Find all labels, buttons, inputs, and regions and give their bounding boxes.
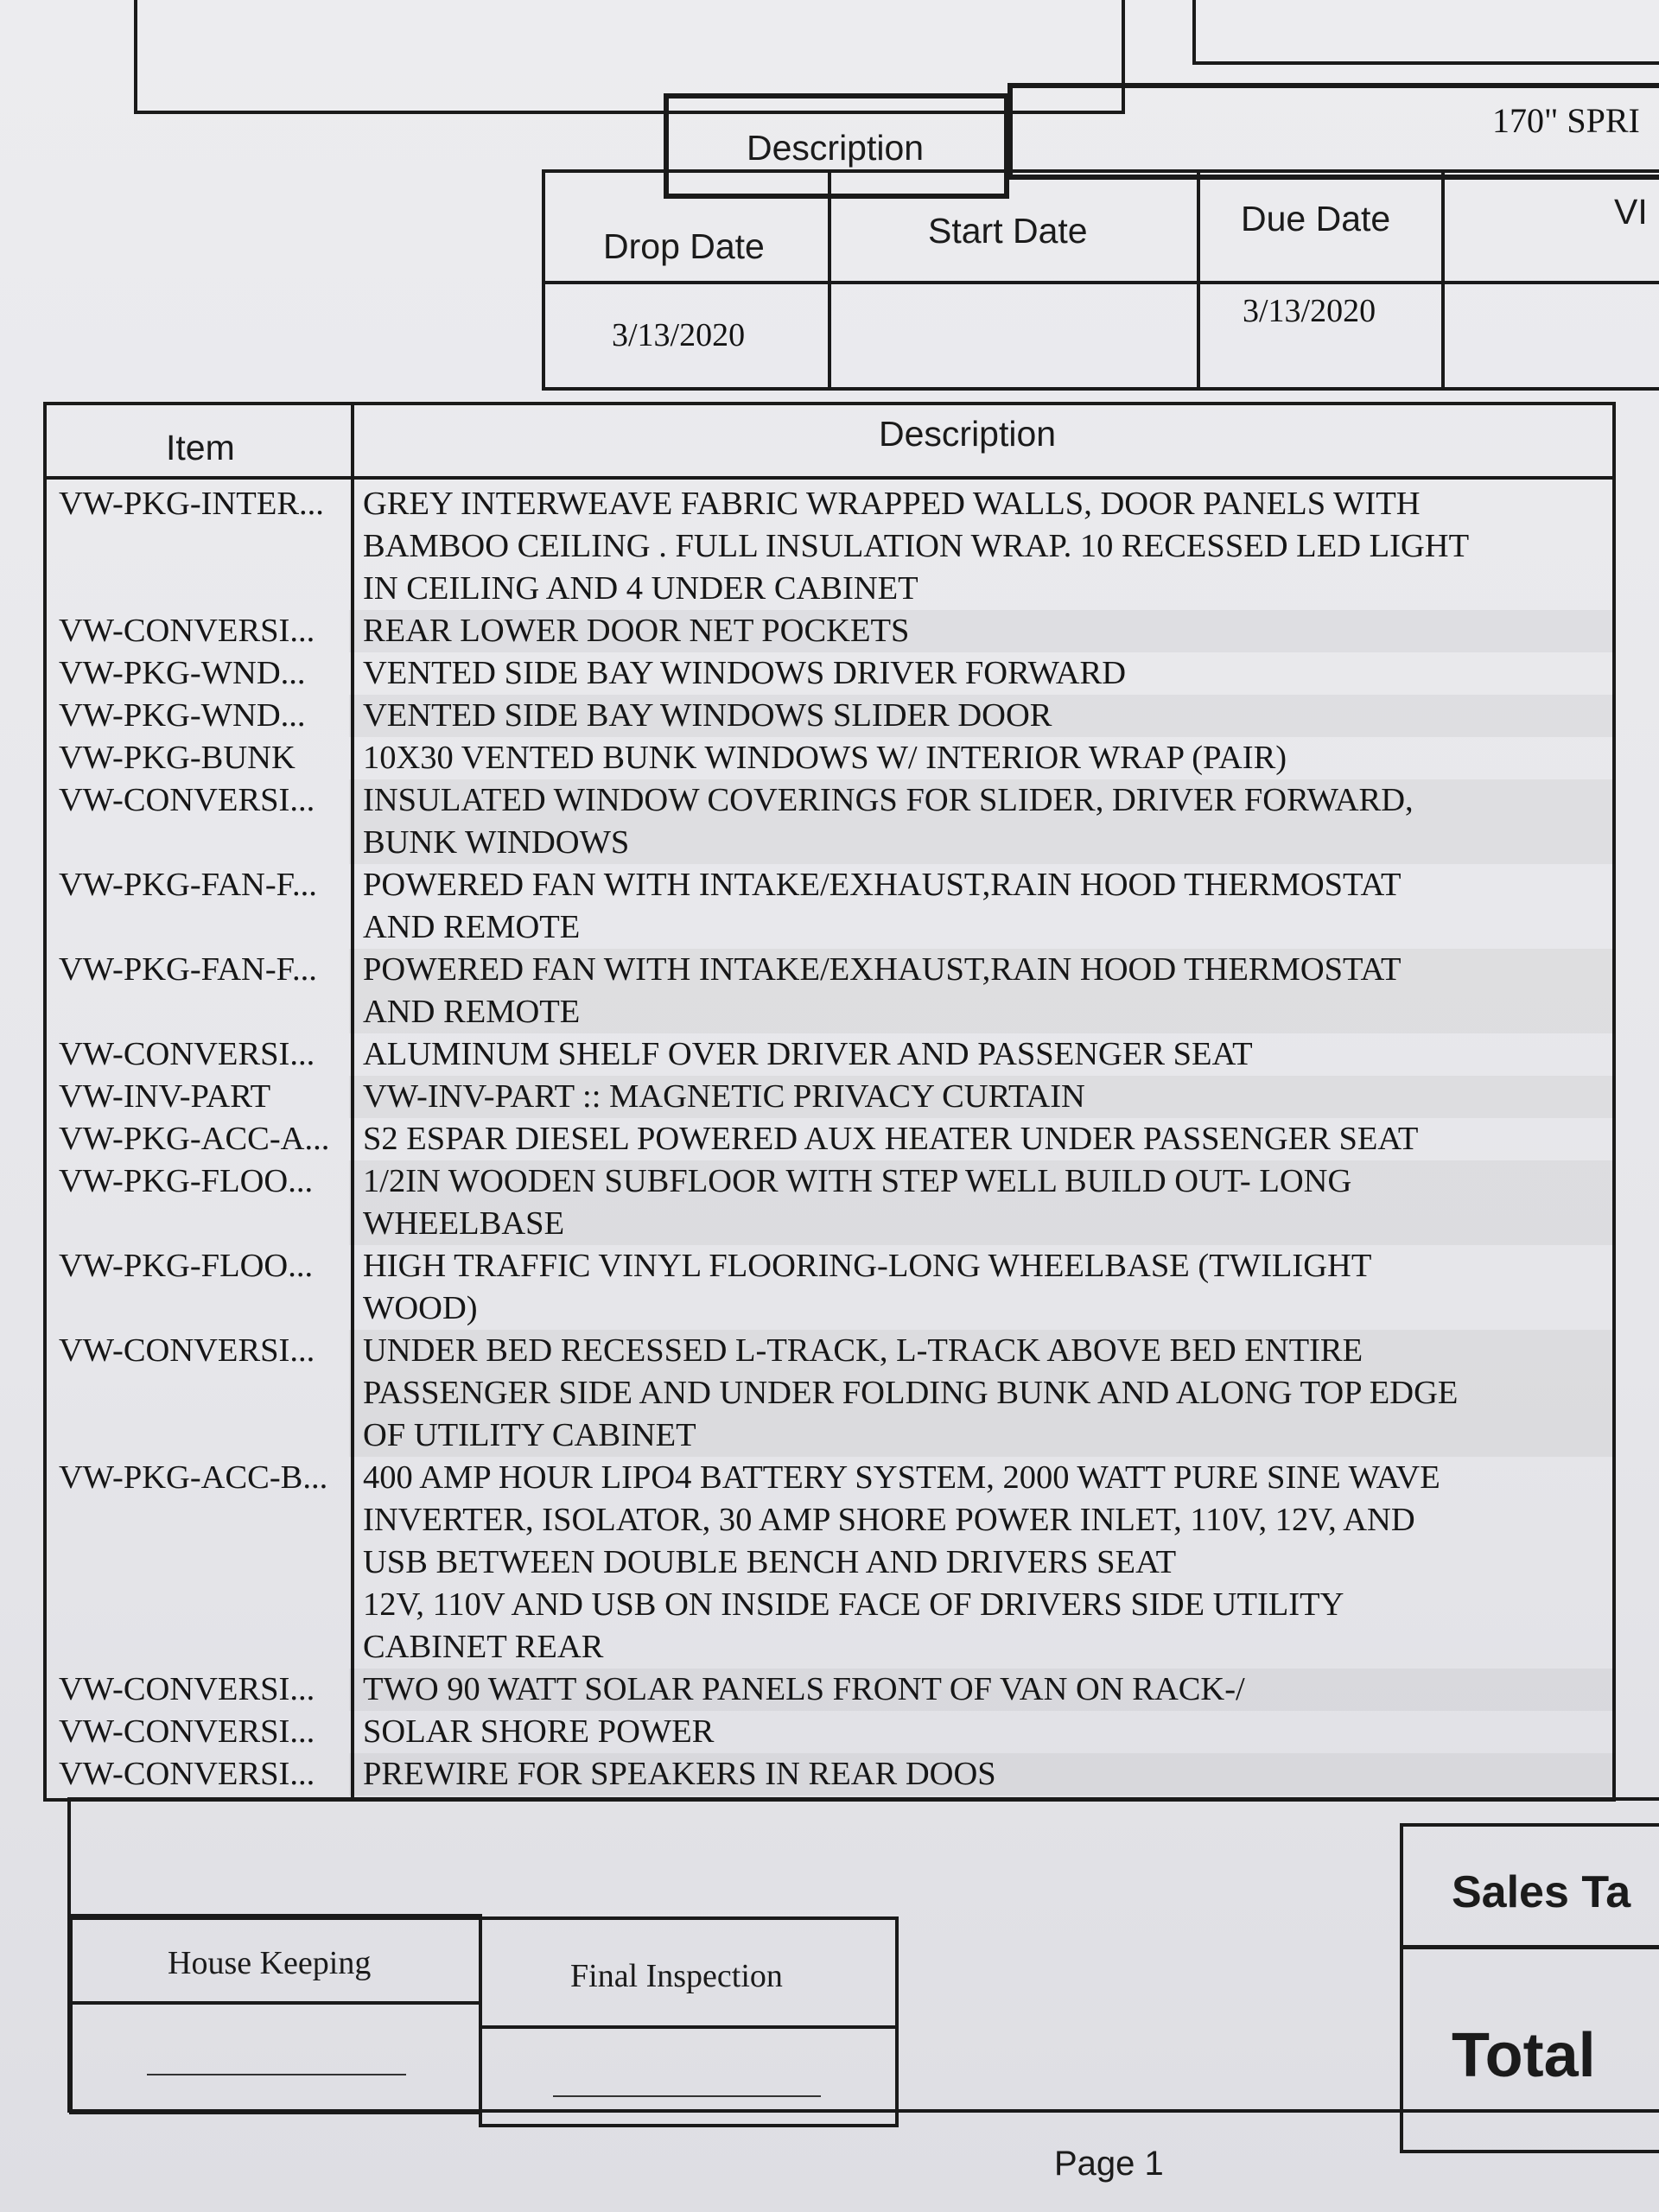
table-header-divider xyxy=(47,476,1612,480)
due-date-value: 3/13/2020 xyxy=(1243,293,1376,329)
due-date-label: Due Date xyxy=(1241,199,1391,238)
table-row xyxy=(47,652,1615,695)
item-description-cell: UNDER BED RECESSED L-TRACK, L-TRACK ABOVE BED ENTIRE PASSENGER SIDE AND UNDER FOLDING BUNK AND ALONG TOP EDGE OF UTILITY CABINET xyxy=(349,1330,1615,1457)
page-number: Page 1 xyxy=(1054,2145,1164,2183)
final-inspection-label: Final Inspection xyxy=(570,1958,783,1994)
item-description-cell: 1/2IN WOODEN SUBFLOOR WITH STEP WELL BUILD OUT- LONG WHEELBASE xyxy=(349,1160,1615,1245)
dates-row-divider xyxy=(542,281,1659,284)
house-keeping-label: House Keeping xyxy=(168,1945,372,1981)
table-row xyxy=(47,1245,1615,1330)
item-description-cell: VW-INV-PART :: MAGNETIC PRIVACY CURTAIN xyxy=(349,1076,1615,1118)
item-code-cell: VW-INV-PART xyxy=(59,1078,271,1115)
dates-divider-3 xyxy=(1441,169,1445,391)
house-keeping-signature-line xyxy=(147,2074,406,2075)
item-code-cell: VW-CONVERSI... xyxy=(59,782,315,818)
item-description-cell: POWERED FAN WITH INTAKE/EXHAUST,RAIN HOOD THERMOSTAT AND REMOTE xyxy=(349,949,1615,1033)
item-code-cell: VW-CONVERSI... xyxy=(59,613,315,649)
item-code-cell: VW-PKG-INTER... xyxy=(59,486,324,522)
table-row xyxy=(47,737,1615,779)
item-description-cell: S2 ESPAR DIESEL POWERED AUX HEATER UNDER PASSENGER SEAT xyxy=(363,1121,1419,1157)
item-description-cell: TWO 90 WATT SOLAR PANELS FRONT OF VAN ON RACK-/ xyxy=(349,1669,1615,1711)
item-code-cell: VW-PKG-WND... xyxy=(59,697,306,734)
table-row xyxy=(47,864,1615,949)
item-description-cell: SOLAR SHORE POWER xyxy=(363,1713,715,1750)
item-description-cell: POWERED FAN WITH INTAKE/EXHAUST,RAIN HOOD THERMOSTAT AND REMOTE xyxy=(363,867,1402,945)
item-code-cell: VW-PKG-ACC-B... xyxy=(59,1459,328,1496)
item-code-cell: VW-PKG-FAN-F... xyxy=(59,951,317,988)
table-row xyxy=(47,610,1615,652)
dates-grid xyxy=(542,169,1659,391)
item-code-cell: VW-CONVERSI... xyxy=(59,1036,315,1072)
item-description-cell: VENTED SIDE BAY WINDOWS SLIDER DOOR xyxy=(349,695,1615,737)
item-description-cell: INSULATED WINDOW COVERINGS FOR SLIDER, DRIVER FORWARD, BUNK WINDOWS xyxy=(349,779,1615,864)
top-right-box xyxy=(1192,0,1659,65)
table-row xyxy=(47,1160,1615,1245)
sales-tax-label: Sales Ta xyxy=(1452,1867,1631,1917)
item-description-cell: REAR LOWER DOOR NET POCKETS xyxy=(349,610,1615,652)
item-description-cell: 400 AMP HOUR LIPO4 BATTERY SYSTEM, 2000 WATT PURE SINE WAVE INVERTER, ISOLATOR, 30 AMP SHORE POWER INLET, 110V, 12V, AND USB BETWEEN DOUBLE BENCH AND DRIVERS SEAT 12V, 110V AND USB ON INSIDE FACE OF DRIVERS SIDE UTILITY CABINET REAR xyxy=(363,1459,1440,1665)
dates-divider-2 xyxy=(1197,169,1200,391)
description-value: 170" SPRI xyxy=(1492,101,1640,140)
item-description-cell: PREWIRE FOR SPEAKERS IN REAR DOOS xyxy=(349,1753,1615,1796)
final-inspection-signature-line xyxy=(553,2095,821,2097)
dates-divider-1 xyxy=(828,169,831,391)
items-table xyxy=(43,402,1616,1802)
item-code-cell: VW-PKG-WND... xyxy=(59,655,306,691)
item-code-cell: VW-PKG-BUNK xyxy=(59,740,296,776)
table-row xyxy=(47,1330,1615,1457)
item-code-cell: VW-PKG-FAN-F... xyxy=(59,867,317,903)
item-description-cell: 10X30 VENTED BUNK WINDOWS W/ INTERIOR WRAP (PAIR) xyxy=(363,740,1287,776)
items-rows xyxy=(47,483,1615,1796)
description-column-header: Description xyxy=(879,414,1057,454)
table-row xyxy=(47,1076,1615,1118)
item-code-cell: VW-PKG-FLOO... xyxy=(59,1163,314,1199)
final-inspection-divider xyxy=(479,2025,899,2029)
item-description-cell: ALUMINUM SHELF OVER DRIVER AND PASSENGER SEAT xyxy=(363,1036,1253,1072)
item-column-header: Item xyxy=(166,428,235,467)
table-row xyxy=(47,695,1615,737)
item-code-cell: VW-PKG-ACC-A... xyxy=(59,1121,330,1157)
description-label: Description xyxy=(747,128,925,168)
table-row xyxy=(47,1711,1615,1753)
item-code-cell: VW-CONVERSI... xyxy=(59,1756,315,1792)
table-row xyxy=(47,1753,1615,1796)
table-row xyxy=(47,483,1615,610)
item-description-cell: GREY INTERWEAVE FABRIC WRAPPED WALLS, DOOR PANELS WITH BAMBOO CEILING . FULL INSULATION WRAP. 10 RECESSED LED LIGHT IN CEILING AND 4 UNDER CABINET xyxy=(363,486,1470,607)
start-date-label: Start Date xyxy=(928,211,1088,251)
vin-label: VI xyxy=(1614,192,1648,232)
drop-date-label: Drop Date xyxy=(603,226,765,266)
total-label: Total xyxy=(1452,2021,1596,2090)
table-row xyxy=(47,1669,1615,1711)
item-code-cell: VW-CONVERSI... xyxy=(59,1332,315,1369)
item-code-cell: VW-CONVERSI... xyxy=(59,1671,315,1707)
item-description-cell: VENTED SIDE BAY WINDOWS DRIVER FORWARD xyxy=(363,655,1127,691)
table-row xyxy=(47,1033,1615,1076)
item-code-cell: VW-CONVERSI... xyxy=(59,1713,315,1750)
table-row xyxy=(47,1118,1615,1160)
table-row xyxy=(47,949,1615,1033)
table-row xyxy=(47,779,1615,864)
house-keeping-divider xyxy=(69,2001,482,2005)
table-row xyxy=(47,1457,1615,1669)
item-description-cell: HIGH TRAFFIC VINYL FLOORING-LONG WHEELBASE (TWILIGHT WOOD) xyxy=(363,1248,1372,1326)
item-code-cell: VW-PKG-FLOO... xyxy=(59,1248,314,1284)
drop-date-value: 3/13/2020 xyxy=(612,317,746,353)
